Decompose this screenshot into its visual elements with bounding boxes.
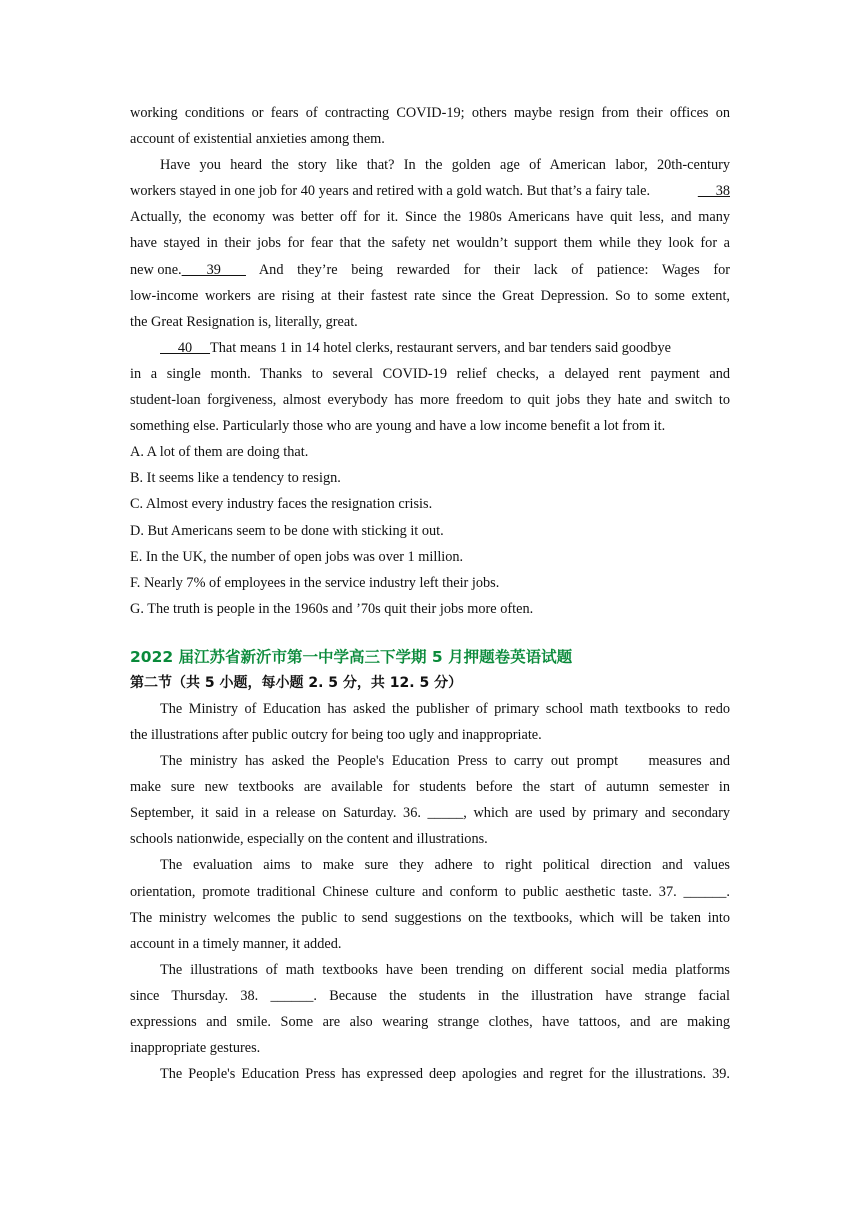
text-segment: And they’re being rewarded for their lack of patience: Wages for: [245, 261, 730, 278]
paragraph-line: account of existential anxieties among them.: [130, 131, 385, 148]
option-g: G. The truth is people in the 1960s and ’70s quit their jobs more often.: [130, 600, 534, 617]
paragraph-line: The ministry has asked the People's Education Press to carry out prompt measures and: [160, 753, 730, 770]
section-gap: [130, 622, 730, 644]
paragraph-line: The evaluation aims to make sure they adhere to right political direction and values: [160, 857, 730, 874]
paragraph-line: September, it said in a release on Saturday. 36. _____, which are used by primary and secondary: [130, 805, 730, 822]
option-c: C. Almost every industry faces the resignation crisis.: [130, 496, 433, 513]
text-segment: workers stayed in one job for 40 years and retired with a gold watch. But that’s a fairy tale.: [130, 183, 651, 200]
text-segment: new one.: [130, 261, 182, 278]
paragraph-line: Actually, the economy was better off for it. Since the 1980s Americans have quit less, and many: [130, 209, 730, 226]
paragraph-line: working conditions or fears of contracting COVID-19; others maybe resign from their offices on: [130, 105, 730, 121]
paragraph-line: The Ministry of Education has asked the publisher of primary school math textbooks to redo: [160, 700, 730, 717]
section2-body: [130, 696, 730, 1087]
paragraph-line: since Thursday. 38. ______. Because the students in the illustration have strange facial: [130, 987, 730, 1004]
paragraph-line: make sure new textbooks are available for students before the start of autumn semester in: [130, 779, 730, 796]
paragraph-line: the illustrations after public outcry for being too ugly and inappropriate.: [130, 726, 542, 743]
paragraph-line: Have you heard the story like that? In the golden age of American labor, 20th-century: [160, 157, 730, 174]
paragraph-line: The ministry welcomes the public to send suggestions on the textbooks, which will be taken into: [130, 909, 730, 926]
section-heading: 2022 届江苏省新沂市第一中学高三下学期 5 月押题卷英语试题: [130, 647, 573, 666]
paragraph-line: the Great Resignation is, literally, great.: [130, 313, 358, 330]
paragraph-line: The illustrations of math textbooks have been trending on different social media platforms: [160, 961, 730, 978]
answer-blank-39: 39: [181, 261, 246, 278]
paragraph-line: [130, 335, 730, 361]
paragraph-line: have stayed in their jobs for fear that the safety net wouldn’t support them while they look for a: [130, 235, 730, 252]
paragraph-line: something else. Particularly those who are young and have a low income benefit a lot from it.: [130, 418, 666, 435]
paragraph-line: The People's Education Press has expressed deep apologies and regret for the illustrations. 39.: [160, 1066, 730, 1083]
paragraph-line: in a single month. Thanks to several COVID-19 relief checks, a delayed rent payment and: [130, 365, 730, 382]
section-subheading: 第二节（共 5 小题，每小题 2. 5 分，共 12. 5 分）: [130, 674, 463, 691]
text-segment: That means 1 in 14 hotel clerks, restaurant servers, and bar tenders said goodbye: [210, 339, 671, 356]
answer-blank-38: 38: [697, 183, 730, 200]
paragraph-line: account in a timely manner, it added.: [130, 935, 342, 952]
paragraph-line: student-loan forgiveness, almost everybody has more freedom to quit jobs they hate and switch to: [130, 392, 730, 409]
answer-blank-40: 40: [160, 339, 211, 356]
paragraph-line: orientation, promote traditional Chinese culture and conform to public aesthetic taste. 37. ______.: [130, 883, 730, 900]
paragraph-line: inappropriate gestures.: [130, 1040, 261, 1057]
option-e: E. In the UK, the number of open jobs was over 1 million.: [130, 548, 464, 565]
option-b: B. It seems like a tendency to resign.: [130, 470, 341, 487]
option-a: A. A lot of them are doing that.: [130, 444, 309, 461]
option-f: F. Nearly 7% of employees in the service industry left their jobs.: [130, 574, 500, 591]
document-page: [130, 100, 730, 1087]
paragraph-line: low-income workers are rising at their fastest rate since the Great Depression. So to some extent,: [130, 287, 730, 304]
option-d: D. But Americans seem to be done with sticking it out.: [130, 522, 444, 539]
paragraph-line: [130, 257, 730, 283]
paragraph-line: expressions and smile. Some are also wearing strange clothes, have tattoos, and are making: [130, 1014, 730, 1030]
paragraph-line: [130, 178, 730, 204]
paragraph-line: schools nationwide, especially on the content and illustrations.: [130, 831, 488, 848]
